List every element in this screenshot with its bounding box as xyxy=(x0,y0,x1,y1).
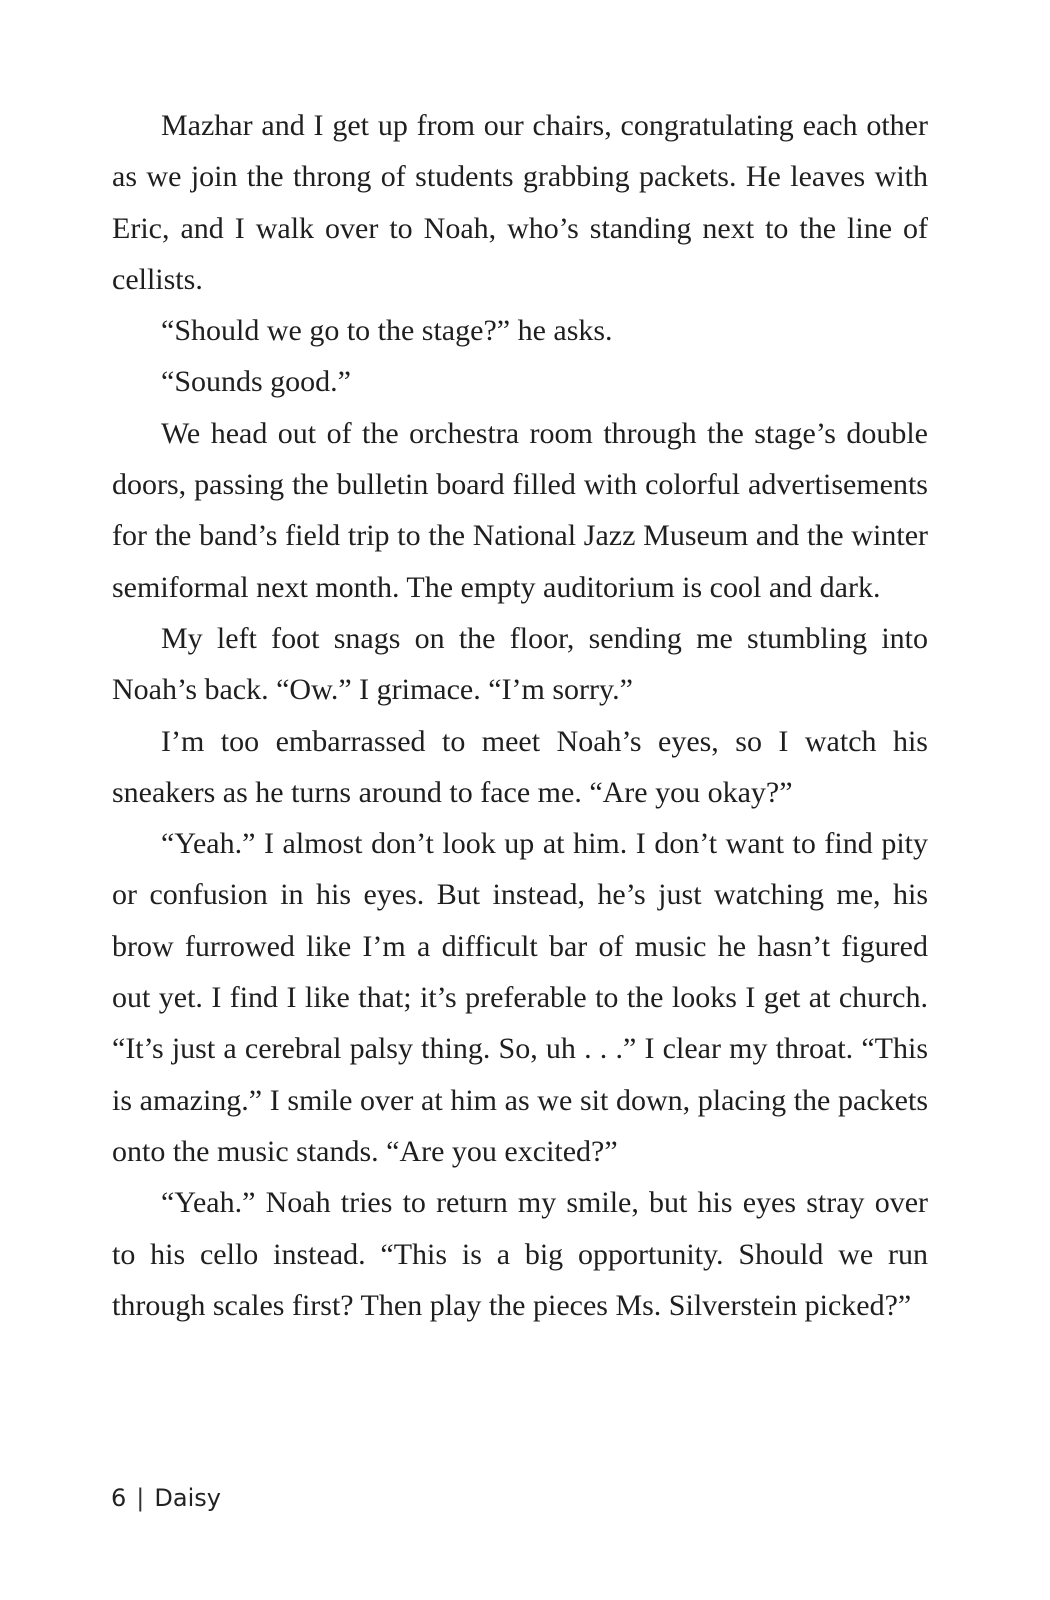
paragraph: “Sounds good.” xyxy=(161,365,351,399)
paragraph: We head out of the orchestra room through the stage’s double doors, passing the bulletin board filled with colorful advertisements for the band’s field trip to the National Jazz Museum and the winter semiformal next month. The empty auditorium is cool and dark. xyxy=(112,416,928,604)
paragraph: “Yeah.” I almost don’t look up at him. I don’t want to find pity or confusion in his eyes. But instead, he’s just watching me, his brow furrowed like I’m a difficult bar of music he hasn’t figured out yet. I find I like that; it’s preferable to the looks I get at church. “It’s just a cerebral palsy thing. So, uh . . .” I clear my throat. “This is amazing.” I smile over at him as we sit down, placing the packets onto the music stands. “Are you excited?” xyxy=(112,827,928,1168)
paragraph: “Should we go to the stage?” he asks. xyxy=(161,314,613,348)
paragraph: Mazhar and I get up from our chairs, congratulating each other as we join the throng of students grabbing packets. He leaves with Eric, and I walk over to Noah, who’s standing next to the line of cellists. xyxy=(112,109,928,296)
paragraph: My left foot snags on the floor, sending me stumbling into Noah’s back. “Ow.” I grimace. “I’m sorry.” xyxy=(112,621,928,707)
paragraph: “Yeah.” Noah tries to return my smile, but his eyes stray over to his cello instead. “This is a big opportunity. Should we run through scales first? Then play the pieces Ms. Silverstein picked?” xyxy=(112,1186,928,1322)
body-text xyxy=(112,100,928,1331)
page-number: 6 xyxy=(111,1484,127,1512)
footer-separator: | xyxy=(136,1484,145,1512)
page-footer xyxy=(111,1483,221,1513)
paragraph: I’m too embarrassed to meet Noah’s eyes, so I watch his sneakers as he turns around to face me. “Are you okay?” xyxy=(112,724,928,809)
running-head: Daisy xyxy=(154,1484,221,1512)
